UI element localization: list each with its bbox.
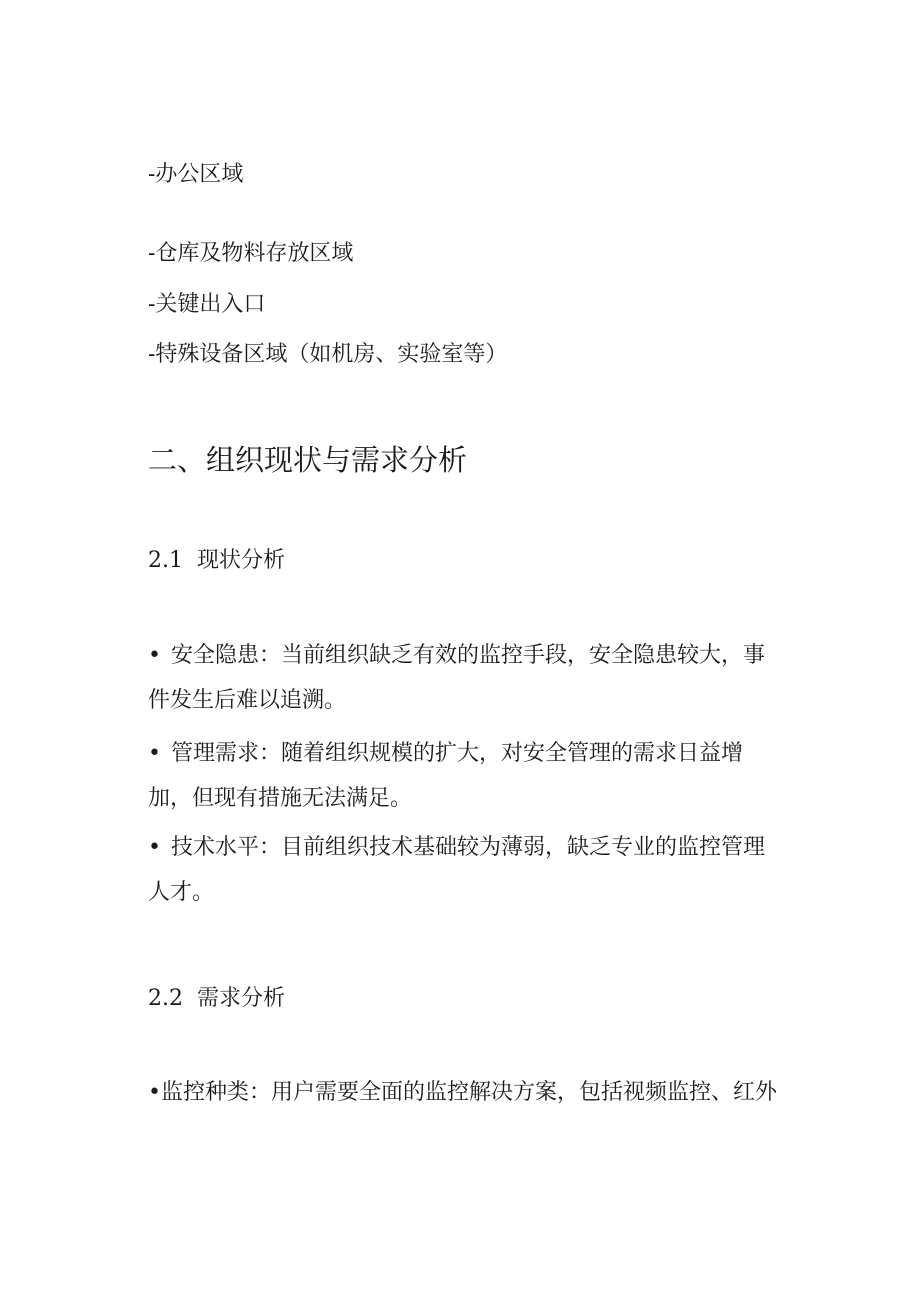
bullet-management-needs (148, 726, 808, 826)
subheading-title: 需求分析 (197, 986, 286, 1011)
subheading-number: 2.1 (148, 548, 183, 573)
bullet-text: 安全隐患：当前组织缺乏有效的监控手段，安全隐患较大，事 (170, 643, 765, 668)
subheading-title: 现状分析 (197, 548, 286, 573)
bullet-mark: • (148, 1080, 161, 1105)
list-item-key-entrances: -关键出入口 (148, 292, 266, 317)
subheading-status-analysis (148, 546, 285, 576)
bullet-text: 技术水平：目前组织技术基础较为薄弱，缺乏专业的监控管理 (170, 835, 765, 860)
bullet-technical-level (148, 820, 808, 920)
bullet-line-2: 加，但现有措施无法满足。 (148, 786, 413, 811)
bullet-mark: • (148, 741, 161, 766)
bullet-text: 管理需求：随着组织规模的扩大，对安全管理的需求日益增 (170, 741, 743, 766)
bullet-line-1 (148, 1065, 808, 1120)
subheading-number: 2.2 (148, 986, 183, 1011)
bullet-line-2: 人才。 (148, 880, 215, 905)
bullet-text: 监控种类：用户需要全面的监控解决方案，包括视频监控、红外 (160, 1080, 777, 1105)
bullet-safety-hazards (148, 628, 808, 728)
bullet-monitoring-types (148, 1065, 808, 1120)
bullet-line-2: 件发生后难以追溯。 (148, 688, 347, 713)
list-item-special-equipment-area: -特殊设备区域（如机房、实验室等） (148, 342, 508, 367)
list-item-warehouse-area: -仓库及物料存放区域 (148, 241, 354, 266)
subheading-needs-analysis (148, 984, 285, 1014)
section-heading: 二、组织现状与需求分析 (148, 443, 468, 477)
list-item-office-area: -办公区域 (148, 162, 244, 187)
bullet-mark: • (148, 835, 161, 860)
bullet-mark: • (148, 643, 161, 668)
